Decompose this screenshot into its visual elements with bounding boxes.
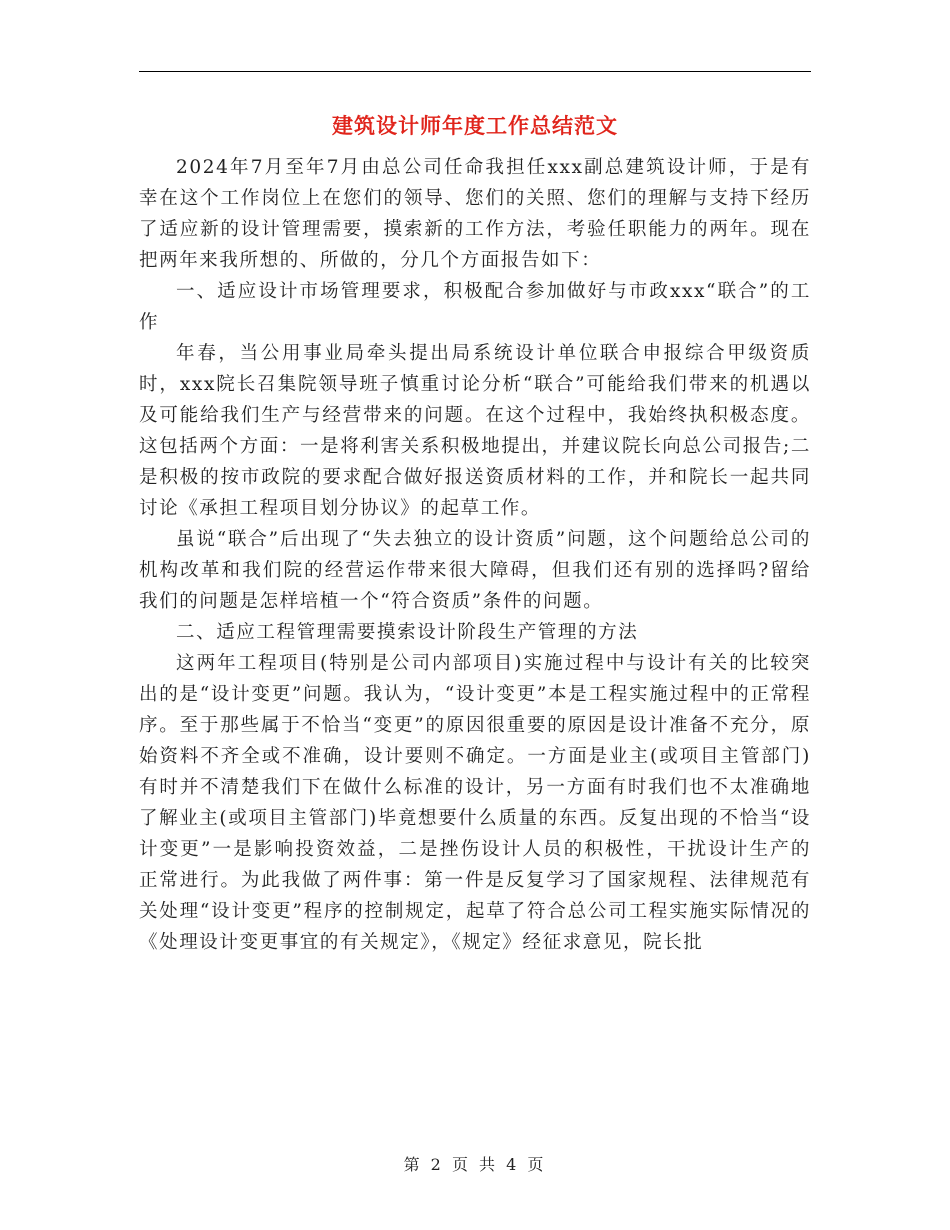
paragraph-section-1-b: 虽说“联合”后出现了“失去独立的设计资质”问题，这个问题给总公司的机构改革和我们院的经营运作带来很大障碍，但我们还有别的选择吗?留给我们的问题是怎样培植一个“符合资质”条件的问题。 <box>139 529 811 612</box>
paragraph-intro: 2024年7月至年7月由总公司任命我担任xxx副总建筑设计师，于是有幸在这个工作岗位上在您们的领导、您们的关照、您们的理解与支持下经历了适应新的设计管理需要，摸索新的工作方法，考验任职能力的两年。现在把两年来我所想的、所做的，分几个方面报告如下： <box>139 157 811 271</box>
section-heading-2: 二、适应工程管理需要摸索设计阶段生产管理的方法 <box>176 622 639 643</box>
page-number-footer: 第 2 页 共 4 页 <box>403 1155 547 1174</box>
section-heading-1: 一、适应设计市场管理要求，积极配合参加做好与市政xxx“联合”的工作 <box>139 281 811 333</box>
paragraph-section-1-a: 年春，当公用事业局牵头提出局系统设计单位联合申报综合甲级资质时，xxx院长召集院领导班子慎重讨论分析“联合”可能给我们带来的机遇以及可能给我们生产与经营带来的问题。在这个过程中，我始终执积极态度。这包括两个方面：一是将利害关系积极地提出，并建议院长向总公司报告;二是积极的按市政院的要求配合做好报送资质材料的工作，并和院长一起共同讨论《承担工程项目划分协议》的起草工作。 <box>139 343 811 519</box>
paragraph-section-2-a: 这两年工程项目(特别是公司内部项目)实施过程中与设计有关的比较突出的是“设计变更”问题。我认为，“设计变更”本是工程实施过程中的正常程序。至于那些属于不恰当“变更”的原因很重要的原因是设计准备不充分，原始资料不齐全或不准确，设计要则不确定。一方面是业主(或项目主管部门)有时并不清楚我们下在做什么标准的设计，另一方面有时我们也不太准确地了解业主(或项目主管部门)毕竟想要什么质量的东西。反复出现的不恰当“设计变更”一是影响投资效益，二是挫伤设计人员的积极性，干扰设计生产的正常进行。为此我做了两件事：第一件是反复学习了国家规程、法律规范有关处理“设计变更”程序的控制规定，起草了符合总公司工程实施实际情况的《处理设计变更事宜的有关规定》，《规定》经征求意见，院长批 <box>139 653 811 953</box>
document-title: 建筑设计师年度工作总结范文 <box>332 113 618 138</box>
document-body <box>139 152 811 958</box>
header-rule <box>139 71 811 72</box>
